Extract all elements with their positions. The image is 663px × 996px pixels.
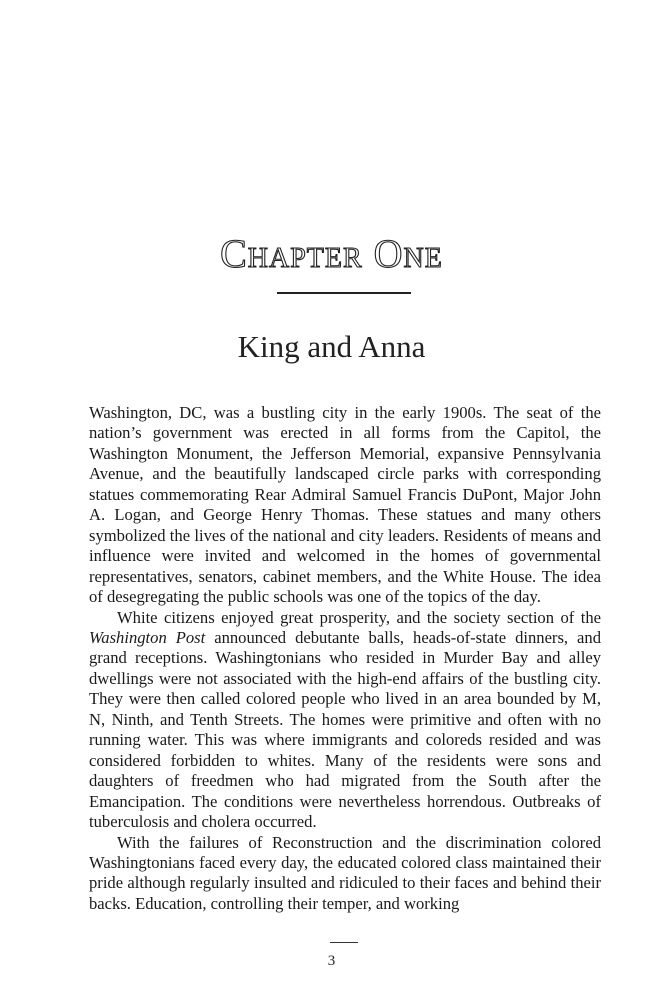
paragraph-2-part-2: announced debutante balls, heads-of-state dinners, and grand receptions. Washingtonians who resided in Murder Bay and alley dwellings were not associated with the high-end affairs of the bustling city. They were then called colored people who lived in an area bounded by M, N, Ninth, and Tenth Streets. The homes were primitive and often with no running water. This was where immigrants and coloreds resided and was considered forbidden to whites. Many of the residents were sons and daughters of freedmen who had migrated from the South after the Emancipation. The conditions were nevertheless horrendous. Outbreaks of tuberculosis and cholera occurred.: [89, 627, 601, 832]
chapter-rule: [277, 292, 411, 294]
chapter-heading: Chapter One: [220, 231, 443, 276]
body-text: [89, 403, 601, 914]
newspaper-title: Washington Post: [89, 627, 206, 647]
paragraph-2-part-1: White citizens enjoyed great prosperity, and the society section of the: [117, 607, 601, 627]
paragraph-3: With the failures of Reconstruction and the discrimination colored Washingtonians faced every day, the educated colored class maintained their pride although regularly insulted and ridiculed to their faces and behind their backs. Education, controlling their temper, and working: [89, 832, 601, 913]
page-number: 3: [327, 953, 336, 969]
paragraph-2: [89, 608, 601, 833]
chapter-title: King and Anna: [237, 329, 426, 364]
paragraph-1: Washington, DC, was a bustling city in the early 1900s. The seat of the nation’s government was erected in all forms from the Capitol, the Washington Monument, the Jefferson Memorial, expansive Pennsylvania Avenue, and the beautifully landscaped circle parks with corresponding statues commemorating Rear Admiral Samuel Francis DuPont, Major John A. Logan, and George Henry Thomas. These statues and many others symbolized the lives of the national and city leaders. Residents of means and influence were invited and welcomed in the homes of governmental representatives, senators, cabinet members, and the White House. The idea of desegregating the public schools was one of the topics of the day.: [89, 403, 601, 607]
page-number-rule: [330, 942, 358, 943]
